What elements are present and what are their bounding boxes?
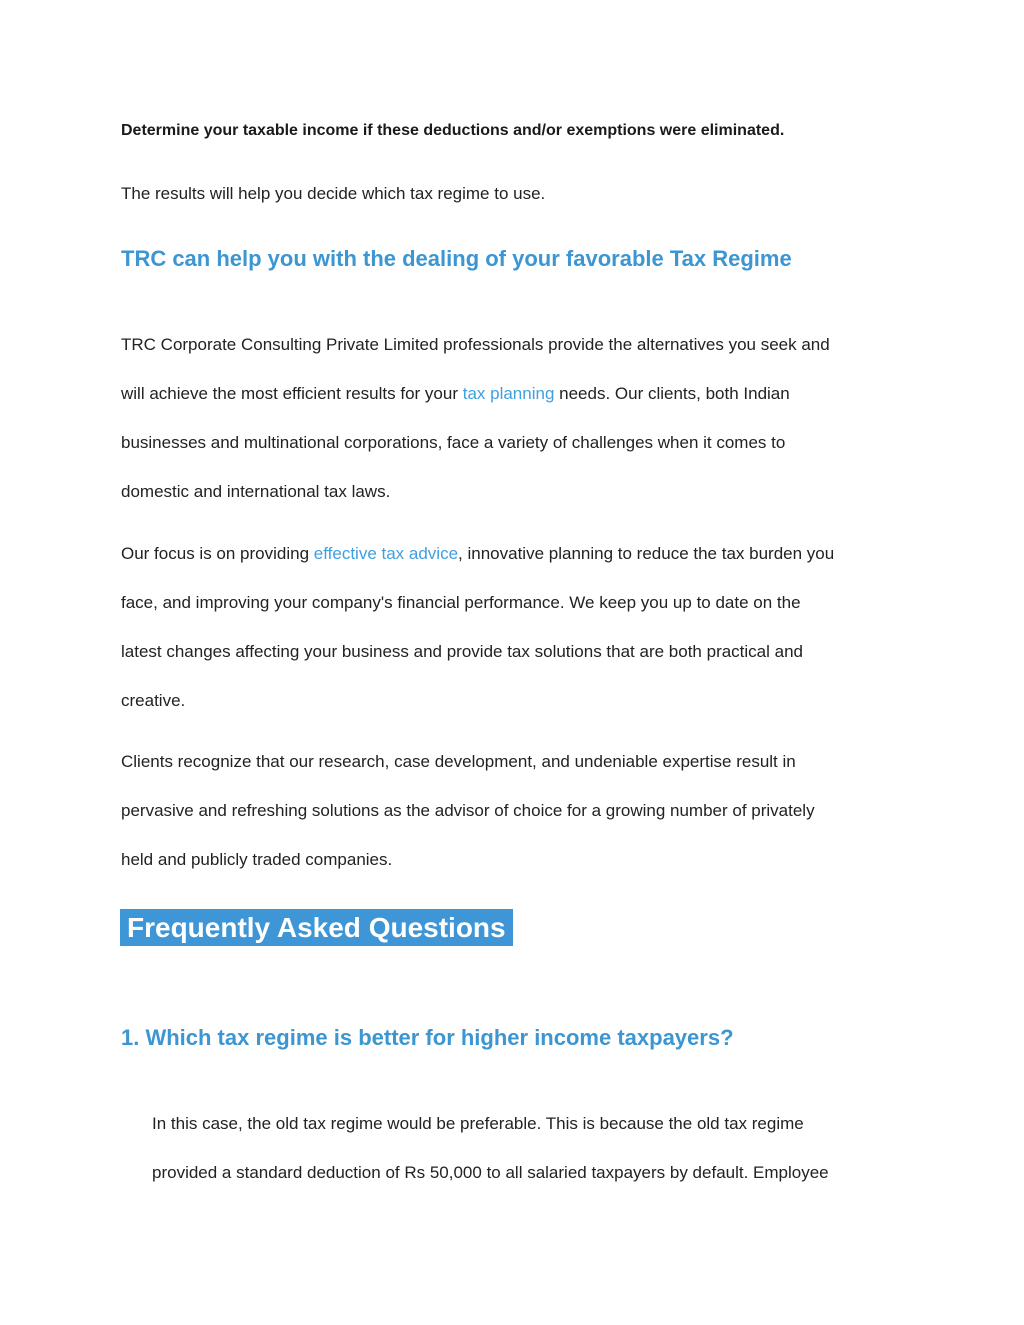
tax-planning-link[interactable]: tax planning [462, 384, 555, 403]
para1-line1: TRC Corporate Consulting Private Limited professionals provide the alternatives you seek and [121, 335, 830, 354]
faq-answer-1-line1: In this case, the old tax regime would be preferable. This is because the old tax regime [152, 1114, 804, 1133]
para2-line3: latest changes affecting your business and provide tax solutions that are both practical and [121, 642, 804, 661]
paragraph-trc-professionals [121, 320, 921, 516]
para2-line1-before: Our focus is on providing [121, 544, 314, 563]
faq-answer-1-line2: provided a standard deduction of Rs 50,000 to all salaried taxpayers by default. Employee [152, 1163, 829, 1182]
paragraph-our-focus [121, 529, 921, 725]
para1-line4: domestic and international tax laws. [121, 482, 391, 501]
para3-line1: Clients recognize that our research, case development, and undeniable expertise result in [121, 752, 796, 771]
para1-line2-after: needs. Our clients, both Indian [554, 384, 790, 403]
paragraph-clients [121, 737, 921, 884]
intro-bold-line: Determine your taxable income if these deductions and/or exemptions were eliminated. [121, 122, 785, 139]
para2-line4: creative. [121, 691, 186, 710]
faq-heading: Frequently Asked Questions [120, 909, 513, 946]
para1-line2 [121, 369, 921, 418]
effective-tax-advice-link[interactable]: effective tax advice [313, 544, 459, 563]
para1-line3: businesses and multinational corporations, face a variety of challenges when it comes to [121, 433, 786, 452]
intro-results-line: The results will help you decide which tax regime to use. [121, 184, 546, 203]
para2-line1-after: , innovative planning to reduce the tax burden you [458, 544, 835, 563]
para3-line3: held and publicly traded companies. [121, 850, 393, 869]
faq-answer-1 [152, 1099, 952, 1197]
para2-line1 [121, 529, 921, 578]
para2-line2: face, and improving your company's financial performance. We keep you up to date on the [121, 593, 801, 612]
para1-line2-before: will achieve the most efficient results for your [121, 384, 463, 403]
faq-question-1: 1. Which tax regime is better for higher income taxpayers? [121, 1025, 734, 1050]
para3-line2: pervasive and refreshing solutions as the advisor of choice for a growing number of privately [121, 801, 815, 820]
section-heading: TRC can help you with the dealing of your favorable Tax Regime [121, 246, 792, 271]
